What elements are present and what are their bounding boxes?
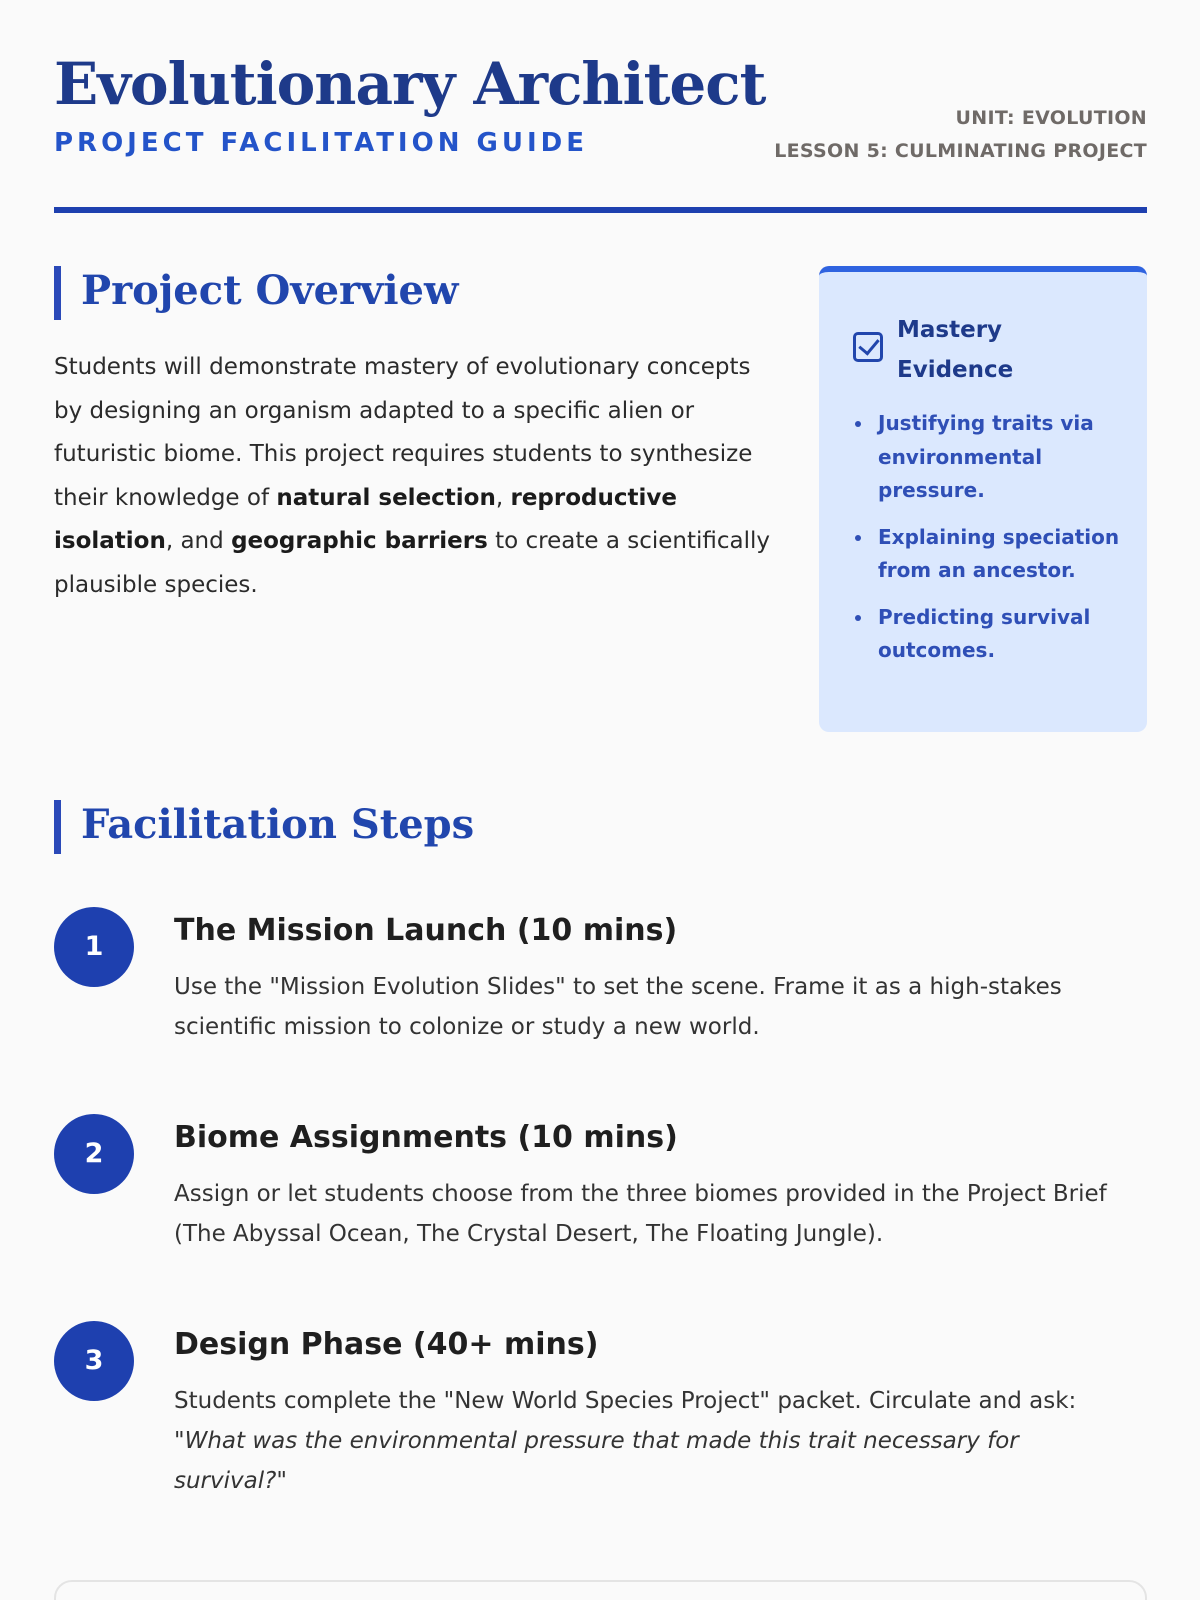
document-header [54,0,1147,216]
next-section-card [54,1580,1147,1600]
term-natural-selection: natural selection [276,484,496,511]
facilitation-guide-page [54,0,1147,1494]
lesson-meta [774,102,1147,168]
term-geographic-barriers: geographic barriers [231,528,488,554]
step-title: Design Phase (40+ mins) [174,1327,599,1362]
document-subtitle: PROJECT FACILITATION GUIDE [54,128,588,158]
step-title: The Mission Launch (10 mins) [174,913,678,948]
overview-heading: Project Overview [54,266,458,320]
mastery-evidence-card [819,266,1147,732]
mastery-list [853,407,1123,681]
overview-text: Students will demonstrate mastery of evolutionary concepts by designing an organism adapted to a specific alien or futuristic biome. This project requires students to synthesize their knowledge of natural selection, reproductive isolation, and geographic barriers to create a scientifically plausible species. [54,354,771,598]
unit-label: UNIT: EVOLUTION [955,107,1147,129]
term-reproductive-isolation: reproductive isolation [54,484,677,554]
project-overview-section [54,266,1147,736]
step-number-badge: 2 [54,1114,134,1194]
check-square-icon [853,332,883,362]
step-number-badge: 1 [54,907,134,987]
step-number-badge: 3 [54,1321,134,1401]
header-divider [54,207,1147,213]
mastery-item: Explaining speciation from an ancestor. [853,521,1123,588]
step-description: Assign or let students choose from the three biomes provided in the Project Brief (The Abyssal Ocean, The Crystal Desert, The Floating Jungle). [174,1181,1107,1247]
step-description: Use the "Mission Evolution Slides" to set the scene. Frame it as a high-stakes scientific mission to colonize or study a new world. [174,974,1062,1040]
mastery-item: Predicting survival outcomes. [853,601,1123,668]
mastery-title: Mastery Evidence [897,317,1014,383]
step-quote: "What was the environmental pressure that made this trait necessary for survival?" [174,1428,1019,1494]
step-title: Biome Assignments (10 mins) [174,1120,678,1155]
mastery-item: Justifying traits via environmental pressure. [853,407,1123,508]
step-description: Students complete the "New World Species Project" packet. Circulate and ask: "What was the environmental pressure that made this trait necessary for survival?" [174,1388,1077,1494]
lesson-label: LESSON 5: CULMINATING PROJECT [774,140,1147,162]
facilitation-steps-heading: Facilitation Steps [54,800,474,854]
document-title: Evolutionary Architect [54,50,766,118]
